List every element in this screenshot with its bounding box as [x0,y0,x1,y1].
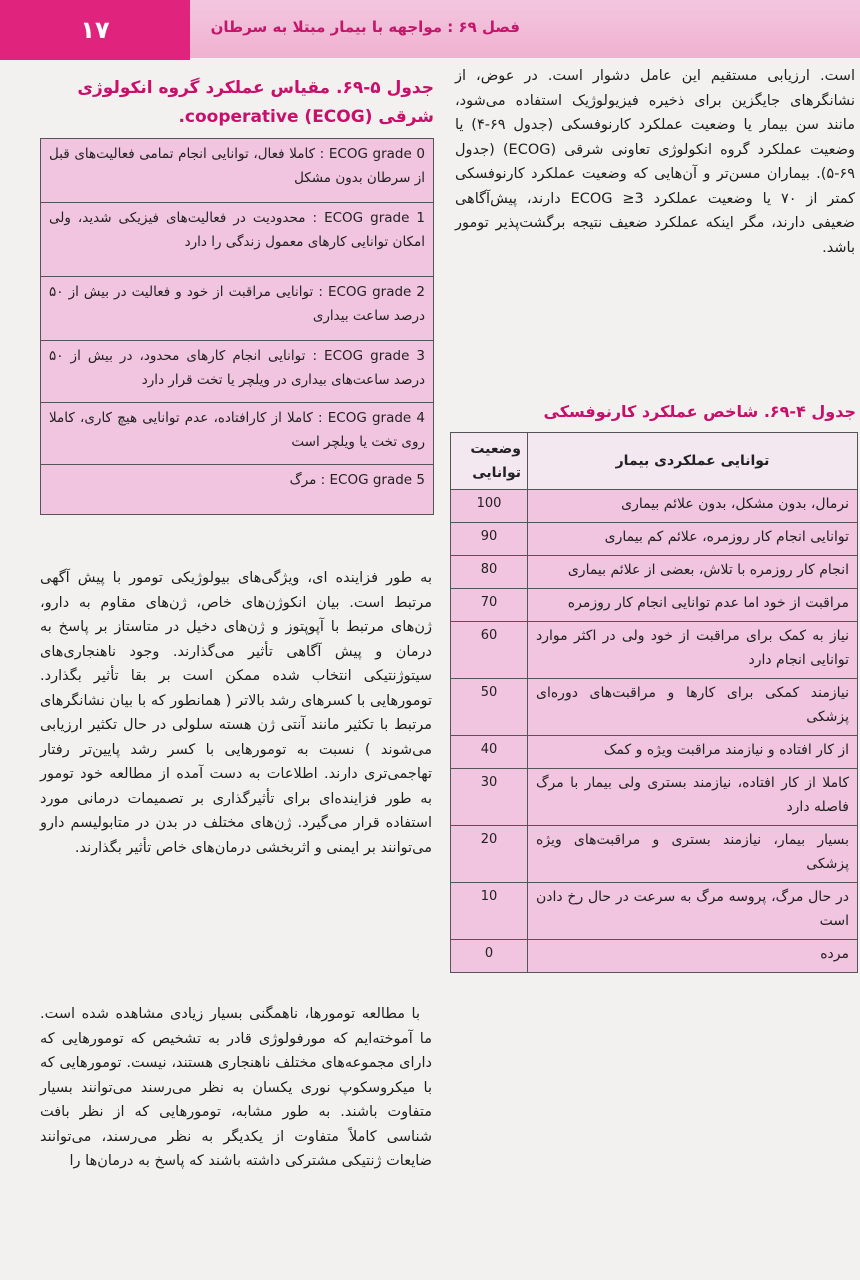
karnofsky-description: مرده [528,940,858,973]
karnofsky-row [451,769,858,826]
karnofsky-description: نرمال، بدون مشکل، بدون علائم بیماری [528,490,858,523]
karnofsky-row [451,490,858,523]
karnofsky-row [451,883,858,940]
karnofsky-row [451,556,858,589]
page-number: ۱۷ [0,0,190,60]
karnofsky-description: توانایی انجام کار روزمره، علائم کم بیماری [528,523,858,556]
karnofsky-score: 30 [451,769,528,826]
ecog-row [41,203,434,277]
ecog-grade: ECOG grade 3 [324,348,426,364]
karnofsky-score: 60 [451,622,528,679]
karnofsky-score: 0 [451,940,528,973]
karnofsky-score: 100 [451,490,528,523]
right-top-paragraph: است. ارزیابی مستقیم این عامل دشوار است. در عوض، از نشانگرهای جایگزین برای ذخیره فیزیولوژیک استفاده می‌شود، مانند سن بیمار یا وضعیت عملکرد کارنوفسکی (جدول ۶۹-۴) یا وضعیت عملکرد گروه انکولوژی تعاونی شرقی (ECOG) (جدول ۶۹-۵). بیماران مسن‌تر و آن‌هایی که وضعیت عملکرد کارنوفسکی کمتر از ۷۰ یا وضعیت عملکرد ECOG ≥3 دارند، پیش‌آگاهی ضعیفی دارند، مگر اینکه عملکرد ضعیف نتیجه برگشت‌پذیر تومور باشد. [455,68,855,256]
ecog-table [40,138,434,515]
col-header-ability: توانایی عملکردی بیمار [528,433,858,490]
karnofsky-score: 90 [451,523,528,556]
ecog-caption-line2: شرقی (ECOG) cooperative. [178,107,434,127]
col-header-status: وضعیت توانایی [451,433,528,490]
karnofsky-description: مراقبت از خود اما عدم توانایی انجام کار روزمره [528,589,858,622]
karnofsky-row [451,736,858,769]
ecog-table-caption [40,74,434,132]
karnofsky-description: در حال مرگ، پروسه مرگ به سرعت در حال رخ دادن است [528,883,858,940]
karnofsky-score: 50 [451,679,528,736]
karnofsky-row [451,523,858,556]
karnofsky-score: 80 [451,556,528,589]
ecog-grade: ECOG grade 2 [327,284,426,300]
ecog-grade: ECOG grade 5 [329,472,425,488]
ecog-description: : کاملا فعال، توانایی انجام تمامی فعالیت‌های قبل از سرطان بدون مشکل [49,146,425,186]
page-header [0,0,860,62]
left-paragraph-1: به طور فزاینده ای، ویژگی‌های بیولوژیکی تومور با پیش آگهی مرتبط است. بیان انکوژن‌های خاص، ژن‌های مقاوم به دارو، ژن‌های مرتبط با آپوپتوز و ژن‌های دخیل در متاستاز بر پاسخ به درمان و پیش آگاهی تأثیر می‌گذارند. وجود ناهنجاری‌های سیتوژنتیکی انتخاب شده ممکن است بر بقا تأثیر بگذارد. تومورهایی با کسرهای رشد بالاتر ( همانطور که با بیان نشانگرهای مرتبط با تکثیر مانند آنتی ژن هسته سلولی در حال تکثیر ارزیابی می‌شوند ) نسبت به تومورهایی با کسر رشد پایین‌تر رفتار تهاجمی‌تری دارند. اطلاعات به دست آمده از مطالعه خود تومور به طور فزاینده‌ای برای تأثیرگذاری بر تصمیمات درمانی مورد استفاده قرار می‌گیرد. ژن‌های مختلف در بدن در متابولیسم دارو می‌توانند بر ایمنی و اثربخشی درمان‌های خاص تأثیر بگذارند. [40,570,432,856]
ecog-description: : محدودیت در فعالیت‌های فیزیکی شدید، ولی امکان توانایی کارهای معمول زندگی را دارد [49,210,425,250]
karnofsky-row [451,826,858,883]
left-paragraph-2: با مطالعه تومورها، ناهمگنی بسیار زیادی مشاهده شده است. ما آموخته‌ایم که مورفولوژی قادر به تشخیص که تومورهایی که دارای مجموعه‌های مختلف ناهنجاری هستند، نیست. تومورهایی که با میکروسکوپ نوری یکسان به نظر می‌رسند می‌توانند بسیار متفاوت باشند. به طور مشابه، تومورهایی که از نظر بافت شناسی کاملاً متفاوت از یکدیگر به نظر می‌رسند، می‌توانند ضایعات ژنتیکی مشترکی داشته باشند که پاسخ به درمان‌ها را [40,1006,432,1169]
ecog-caption-line1: جدول ۵-۶۹. مقیاس عملکرد گروه انکولوژی [77,78,434,98]
ecog-description: : کاملا از کارافتاده، عدم توانایی هیچ کاری، کاملا روی تخت یا ویلچر است [49,410,425,450]
ecog-grade: ECOG grade 0 [328,146,425,162]
ecog-row [41,403,434,465]
karnofsky-description: انجام کار روزمره با تلاش، بعضی از علائم بیماری [528,556,858,589]
ecog-description: : مرگ [289,472,326,488]
ecog-row [41,465,434,515]
karnofsky-header-row [451,433,858,490]
karnofsky-description: بسیار بیمار، نیازمند بستری و مراقبت‌های ویژه پزشکی [528,826,858,883]
karnofsky-table-caption: جدول ۴-۶۹. شاخص عملکرد کارنوفسکی [543,402,856,421]
karnofsky-row [451,679,858,736]
karnofsky-table [450,432,858,973]
ecog-row [41,139,434,203]
karnofsky-description: نیاز به کمک برای مراقبت از خود ولی در اکثر موارد توانایی انجام دارد [528,622,858,679]
karnofsky-row [451,589,858,622]
karnofsky-row [451,622,858,679]
karnofsky-score: 70 [451,589,528,622]
ecog-grade: ECOG grade 1 [324,210,426,226]
ecog-description: : توانایی انجام کارهای محدود، در بیش از ۵۰ درصد ساعت‌های بیداری در ویلچر یا تخت قرار دارد [49,348,425,388]
ecog-row [41,277,434,341]
karnofsky-score: 20 [451,826,528,883]
ecog-row [41,341,434,403]
karnofsky-score: 40 [451,736,528,769]
karnofsky-row [451,940,858,973]
karnofsky-score: 10 [451,883,528,940]
karnofsky-description: نیازمند کمکی برای کارها و مراقبت‌های دوره‌ای پزشکی [528,679,858,736]
ecog-description: : توانایی مراقبت از خود و فعالیت در بیش از ۵۰ درصد ساعت بیداری [49,284,425,324]
karnofsky-description: کاملا از کار افتاده، نیازمند بستری ولی بیمار با مرگ فاصله دارد [528,769,858,826]
chapter-title: فصل ۶۹ : مواجهه با بیمار مبتلا به سرطان [210,18,520,36]
ecog-grade: ECOG grade 4 [327,410,426,426]
karnofsky-description: از کار افتاده و نیازمند مراقبت ویژه و کمک [528,736,858,769]
